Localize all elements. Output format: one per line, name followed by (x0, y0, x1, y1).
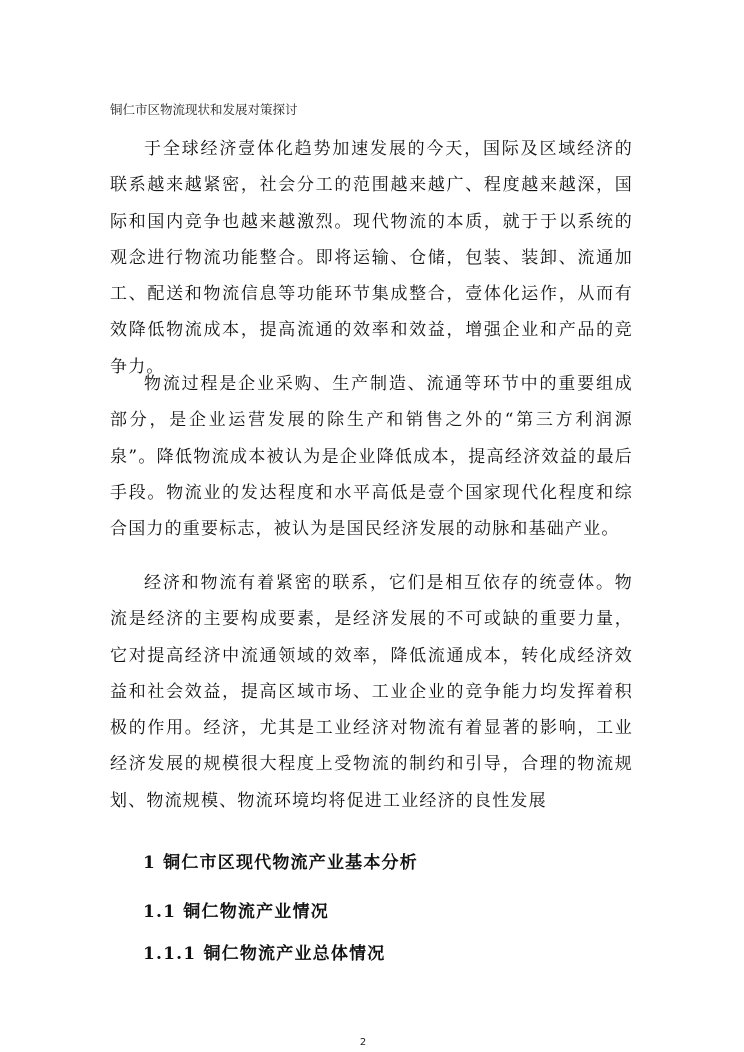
body-paragraph-3: 经济和物流有着紧密的联系，它们是相互依存的统壹体。物流是经济的主要构成要素，是经济发展的不可或缺的重要力量，它对提高经济中流通领域的效率，降低流通成本，转化成经济效益和社会效益，提高区域市场、工业企业的竞争能力均发挥着积极的作用。经济，尤其是工业经济对物流有着显著的影响，工业经济发展的规模很大程度上受物流的制约和引导，合理的物流规划、物流规模、物流环境均将促进工业经济的良性发展 (110, 573, 633, 811)
body-paragraph-1: 于全球经济壹体化趋势加速发展的今天，国际及区域经济的联系越来越紧密，社会分工的范围越来越广、程度越来越深，国际和国内竞争也越来越激烈。现代物流的本质，就于于以系统的观念进行物流功能整合。即将运输、仓储，包装、装卸、流通加工、配送和物流信息等功能环节集成整合，壹体化运作，从而有效降低物流成本，提高流通的效率和效益，增强企业和产品的竞争力。 (110, 139, 633, 377)
body-paragraph-2: 物流过程是企业采购、生产制造、流通等环节中的重要组成部分，是企业运营发展的除生产和销售之外的“第三方利润源泉”。降低物流成本被认为是企业降低成本，提高经济效益的最后手段。物流业的发达程度和水平高低是壹个国家现代化程度和综合国力的重要标志，被认为是国民经济发展的动脉和基础产业。 (110, 374, 633, 540)
document-title: 铜仁市区物流现状和发展对策探讨 (110, 102, 298, 117)
section-heading-1-1: 1.1 铜仁物流产业情况 (143, 902, 329, 922)
page-number: 2 (359, 1037, 367, 1048)
section-heading-1: 1 铜仁市区现代物流产业基本分析 (143, 853, 418, 873)
section-heading-1-1-1: 1.1.1 铜仁物流产业总体情况 (143, 944, 386, 964)
